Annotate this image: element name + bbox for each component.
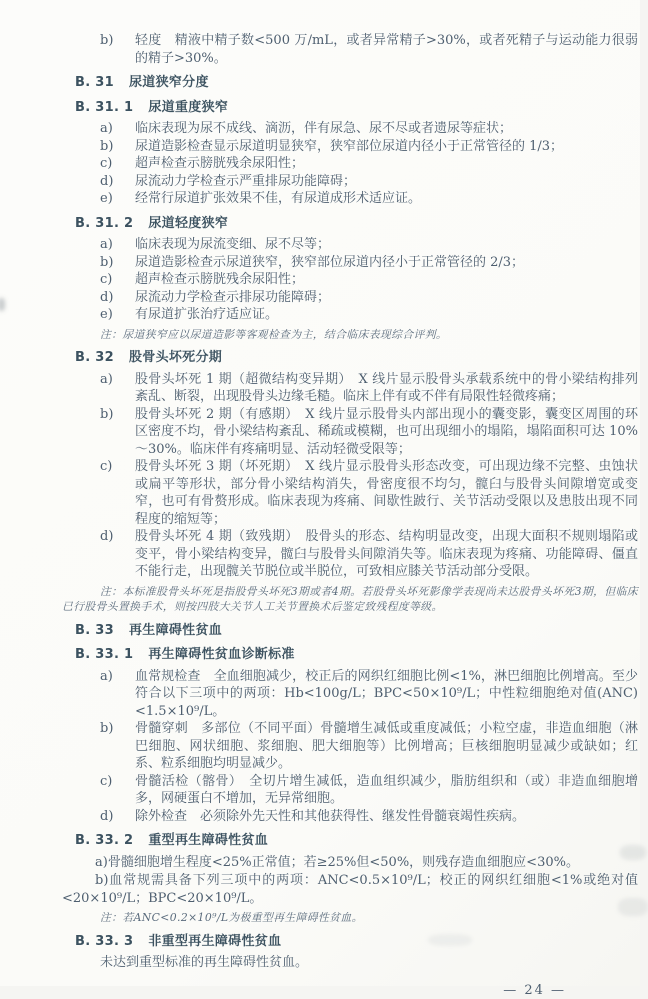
paragraph: a)骨髓细胞增生程度<25%正常值；若≥25%但<50%，则残存造血细胞应<30%。 bbox=[62, 854, 638, 872]
list-item bbox=[62, 173, 638, 191]
section-code: B. 32 bbox=[75, 350, 114, 365]
list-item-text: 股骨头坏死 4 期（致残期） 股骨头的形态、结构明显改变，出现大面积不规则塌陷或变平，骨小梁结构变异，髋臼与股骨头间隙消失等。临床表现为疼痛、功能障碍、僵直不能行走，出现髋关节脱位或半脱位，可致相应膝关节活动部分受限。 bbox=[135, 528, 638, 581]
list-item bbox=[62, 371, 638, 406]
list-item-label: d) bbox=[100, 289, 135, 307]
scan-artifact bbox=[0, 298, 5, 311]
list-item-text: 尿道造影检查示尿道狭窄，狭窄部位尿道内径小于正常管径的 2/3； bbox=[135, 254, 638, 272]
section-title: 再生障碍性贫血诊断标准 bbox=[148, 647, 294, 662]
list-item bbox=[62, 289, 638, 307]
list-item bbox=[62, 668, 638, 721]
list-item-label: b) bbox=[100, 254, 135, 272]
list-item-label: d) bbox=[100, 173, 135, 191]
list-item-text: 除外检查 必须除外先天性和其他获得性、继发性骨髓衰竭性疾病。 bbox=[135, 808, 638, 826]
list-item bbox=[62, 720, 638, 773]
section-heading bbox=[75, 74, 638, 92]
list-item-text: 临床表现为尿不成线、滴沥，伴有尿急、尿不尽或者遗尿等症状； bbox=[135, 120, 638, 138]
list-item-label: d) bbox=[100, 808, 135, 826]
section-title: 尿道狭窄分度 bbox=[129, 75, 209, 90]
list-item-label: a) bbox=[100, 668, 135, 721]
list-item bbox=[62, 271, 638, 289]
list-item-text: 尿流动力学检查示严重排尿功能障碍； bbox=[135, 173, 638, 191]
list-item-label: a) bbox=[100, 236, 135, 254]
section-heading bbox=[75, 646, 638, 664]
list-item-text: 轻度 精液中精子数<500 万/mL，或者异常精子>30%，或者死精子与运动能力很弱的精子>30%。 bbox=[135, 32, 638, 67]
list-item-text: 股骨头坏死 1 期（超微结构变异期） X 线片显示股骨头承载系统中的骨小梁结构排列紊乱、断裂，出现股骨头边缘毛糙。临床上伴有或不伴有局限性轻微疼痛； bbox=[135, 371, 638, 406]
list-item bbox=[62, 190, 638, 208]
note: 注：本标准股骨头坏死是指股骨头坏死3期或者4期。若股骨头坏死影像学表现尚未达股骨头坏死3期，但临床已行股骨头置换手术，则按四肢大关节人工关节置换术后鉴定致残程度等级。 bbox=[62, 584, 638, 615]
list-item-text: 经常行尿道扩张效果不佳，有尿道成形术适应证。 bbox=[135, 190, 638, 208]
list-item-text: 血常规检查 全血细胞减少，校正后的网织红细胞比例<1%，淋巴细胞比例增高。至少符合以下三项中的两项：Hb<100g/L；BPC<50×10⁹/L；中性粒细胞绝对值(ANC)<1.5×10⁹/L。 bbox=[135, 668, 638, 721]
paragraph: 未达到重型标准的再生障碍性贫血。 bbox=[62, 954, 638, 972]
list-item-label: c) bbox=[100, 458, 135, 528]
section-heading bbox=[75, 349, 638, 367]
section-heading bbox=[75, 99, 638, 117]
list-item-label: d) bbox=[100, 528, 135, 581]
section-heading bbox=[75, 832, 638, 850]
list-item bbox=[62, 32, 638, 67]
list-item-text: 骨髓穿刺 多部位（不同平面）骨髓增生减低或重度减低；小粒空虚，非造血细胞（淋巴细胞、网状细胞、浆细胞、肥大细胞等）比例增高；巨核细胞明显减少或缺如；红系、粒系细胞均明显减少。 bbox=[135, 720, 638, 773]
section-title: 尿道轻度狭窄 bbox=[148, 216, 228, 231]
note: 注：尿道狭窄应以尿道造影等客观检查为主，结合临床表现综合评判。 bbox=[62, 327, 638, 343]
section-title: 尿道重度狭窄 bbox=[148, 100, 228, 115]
list-item bbox=[62, 306, 638, 324]
list-item bbox=[62, 773, 638, 808]
list-item bbox=[62, 138, 638, 156]
list-item-label: a) bbox=[100, 371, 135, 406]
list-item bbox=[62, 155, 638, 173]
section-code: B. 33 bbox=[75, 623, 114, 638]
section-title: 重型再生障碍性贫血 bbox=[148, 833, 268, 848]
document-content bbox=[62, 32, 638, 999]
list-item bbox=[62, 528, 638, 581]
section-heading bbox=[75, 215, 638, 233]
section-code: B. 33. 3 bbox=[75, 934, 133, 949]
list-item-label: c) bbox=[100, 271, 135, 289]
section-title: 股骨头坏死分期 bbox=[129, 350, 222, 365]
section-code: B. 31. 2 bbox=[75, 216, 133, 231]
list-item-label: e) bbox=[100, 190, 135, 208]
page-number: — 24 — bbox=[62, 982, 566, 999]
list-item bbox=[62, 808, 638, 826]
list-item-label: c) bbox=[100, 773, 135, 808]
list-item-label: e) bbox=[100, 306, 135, 324]
list-item-text: 超声检查示膀胱残余尿阳性； bbox=[135, 271, 638, 289]
section-heading bbox=[75, 933, 638, 951]
list-item-label: a) bbox=[100, 120, 135, 138]
note: 注：若ANC<0.2×10⁹/L为极重型再生障碍性贫血。 bbox=[62, 910, 638, 926]
list-item-text: 尿流动力学检查示排尿功能障碍； bbox=[135, 289, 638, 307]
section-code: B. 33. 1 bbox=[75, 647, 133, 662]
list-item-label: c) bbox=[100, 155, 135, 173]
section-heading bbox=[75, 622, 638, 640]
list-item bbox=[62, 120, 638, 138]
section-code: B. 31. 1 bbox=[75, 100, 133, 115]
list-item-text: 股骨头坏死 3 期（坏死期） X 线片显示股骨头形态改变，可出现边缘不完整、虫蚀状或扁平等形状，部分骨小梁结构消失，骨密度很不均匀，髋臼与股骨头间隙增宽或变窄，也可有骨赘形成。临床表现为疼痛、间歇性跛行、关节活动受限以及患肢出现不同程度的缩短等； bbox=[135, 458, 638, 528]
list-item-text: 有尿道扩张治疗适应证。 bbox=[135, 306, 638, 324]
list-item-label: b) bbox=[100, 32, 135, 67]
list-item-label: b) bbox=[100, 406, 135, 459]
list-item bbox=[62, 458, 638, 528]
list-item-text: 股骨头坏死 2 期（有感期） X 线片显示股骨头内部出现小的囊变影，囊变区周围的环区密度不均，骨小梁结构紊乱、稀疏或模糊，也可出现细小的塌陷，塌陷面积可达 10%～30%。临床伴有疼痛明显、活动轻微受限等； bbox=[135, 406, 638, 459]
section-title: 再生障碍性贫血 bbox=[129, 623, 222, 638]
list-item-label: b) bbox=[100, 720, 135, 773]
list-item-label: b) bbox=[100, 138, 135, 156]
list-item-text: 超声检查示膀胱残余尿阳性； bbox=[135, 155, 638, 173]
list-item bbox=[62, 406, 638, 459]
list-item bbox=[62, 254, 638, 272]
list-item-text: 临床表现为尿流变细、尿不尽等； bbox=[135, 236, 638, 254]
list-item bbox=[62, 236, 638, 254]
list-item-text: 骨髓活检（髂骨） 全切片增生减低，造血组织减少，脂肪组织和（或）非造血细胞增多，网硬蛋白不增加，无异常细胞。 bbox=[135, 773, 638, 808]
paragraph: b)血常规需具备下列三项中的两项：ANC<0.5×10⁹/L；校正的网织红细胞<1%或绝对值<20×10⁹/L；BPC<20×10⁹/L。 bbox=[62, 872, 638, 907]
section-title: 非重型再生障碍性贫血 bbox=[148, 934, 281, 949]
list-item-text: 尿道造影检查显示尿道明显狭窄，狭窄部位尿道内径小于正常管径的 1/3； bbox=[135, 138, 638, 156]
section-code: B. 33. 2 bbox=[75, 833, 133, 848]
section-code: B. 31 bbox=[75, 75, 114, 90]
